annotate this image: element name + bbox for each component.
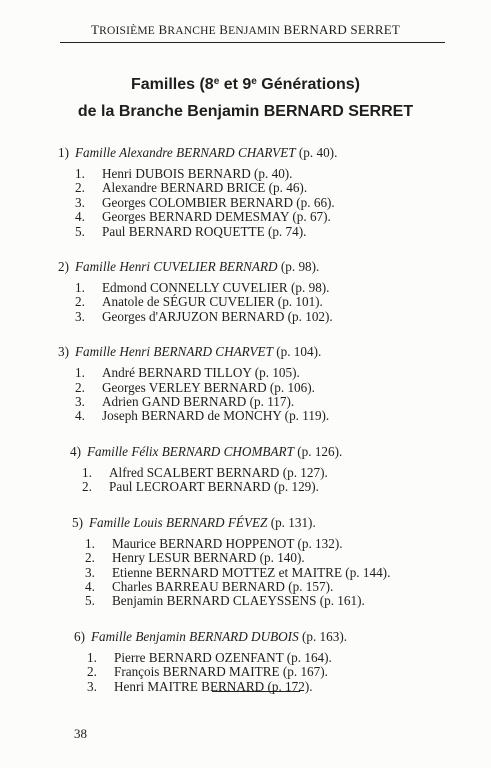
member-number: 3. xyxy=(75,194,85,210)
family-prefix: Famille Benjamin xyxy=(91,628,186,644)
member-text: Pierre BERNARD OZENFANT (p. 164). xyxy=(114,649,332,665)
title-sup-1: e xyxy=(213,76,220,87)
family-page-ref: (p. 40). xyxy=(298,145,338,160)
list-item xyxy=(82,480,491,494)
header-initial-2: B xyxy=(158,22,168,37)
family-heading xyxy=(0,343,491,360)
member-number: 3. xyxy=(87,678,97,694)
member-text: Henri DUBOIS BERNARD (p. 40). xyxy=(102,166,293,181)
family-heading xyxy=(0,144,491,161)
family-name: BERNARD CHOMBART xyxy=(161,443,294,459)
member-number: 1. xyxy=(75,166,85,181)
member-text: Benjamin BERNARD CLAEYSSENS (p. 161). xyxy=(112,593,365,609)
member-text: Paul LECROART BERNARD (p. 129). xyxy=(109,479,319,495)
family-prefix: Famille Henri xyxy=(75,259,151,275)
family-heading xyxy=(0,514,491,531)
member-list xyxy=(0,167,491,239)
member-list xyxy=(0,537,491,609)
family-name: CUVELIER BERNARD xyxy=(153,259,278,275)
member-text: Henry LESUR BERNARD (p. 140). xyxy=(112,550,305,566)
header-name: BERNARD SERRET xyxy=(283,22,401,37)
family-heading xyxy=(0,628,491,645)
list-item xyxy=(75,196,491,210)
member-number: 2. xyxy=(85,550,95,566)
member-number: 4. xyxy=(75,408,85,424)
family-prefix: Famille Louis xyxy=(89,514,163,530)
member-list xyxy=(0,466,491,495)
member-number: 1. xyxy=(85,535,95,551)
family-prefix: Famille Henri xyxy=(75,344,151,360)
member-number: 3. xyxy=(85,564,95,580)
page-title xyxy=(0,68,491,125)
end-rule xyxy=(212,691,300,692)
family-name: BERNARD CHARVET xyxy=(176,145,296,160)
family-prefix: Famille Alexandre xyxy=(75,145,173,160)
member-text: Alfred SCALBERT BERNARD (p. 127). xyxy=(109,464,328,480)
member-number: 2. xyxy=(75,294,85,310)
family-name: BERNARD CHARVET xyxy=(153,344,273,360)
family-page-ref: (p. 104). xyxy=(276,344,322,360)
family-number: 6) xyxy=(74,628,85,644)
header-smallcaps-1: ROISIÈME xyxy=(99,25,155,37)
member-text: Edmond CONNELLY CUVELIER (p. 98). xyxy=(102,280,330,296)
family-page-ref: (p. 126). xyxy=(297,443,343,459)
member-number: 3. xyxy=(75,308,85,324)
family-page-ref: (p. 163). xyxy=(301,628,348,644)
list-item xyxy=(85,580,491,594)
member-text: Alexandre BERNARD BRICE (p. 46). xyxy=(102,180,308,196)
member-text: Georges VERLEY BERNARD (p. 106). xyxy=(102,379,315,395)
list-item xyxy=(82,466,491,480)
family-number: 3) xyxy=(58,344,69,360)
member-text: Maurice BERNARD HOPPENOT (p. 132). xyxy=(112,535,343,551)
list-item xyxy=(75,181,491,195)
member-number: 5. xyxy=(85,593,95,609)
member-text: Etienne BERNARD MOTTEZ et MAITRE (p. 144). xyxy=(112,564,391,580)
list-item xyxy=(85,594,491,608)
list-item xyxy=(75,210,491,224)
member-text: Anatole de SÉGUR CUVELIER (p. 101). xyxy=(102,294,323,310)
header-initial-3: B xyxy=(219,22,229,37)
family-page-ref: (p. 131). xyxy=(270,514,316,530)
member-list xyxy=(0,281,491,324)
member-text: Georges COLOMBIER BERNARD (p. 66). xyxy=(102,194,335,210)
page-number: 38 xyxy=(74,726,87,741)
title-line-2: de la Branche Benjamin BERNARD SERRET xyxy=(77,103,414,120)
family-number: 2) xyxy=(58,259,69,275)
member-text: Adrien GAND BERNARD (p. 117). xyxy=(102,394,295,410)
list-item xyxy=(75,395,491,409)
member-number: 5. xyxy=(75,223,85,239)
list-item xyxy=(87,665,491,679)
list-item xyxy=(85,551,491,565)
header-initial-1: T xyxy=(90,22,100,37)
member-number: 2. xyxy=(82,479,92,495)
member-text: François BERNARD MAITRE (p. 167). xyxy=(114,664,328,680)
list-item xyxy=(87,651,491,665)
header-smallcaps-3: ENJAMIN xyxy=(228,25,281,37)
header-rule xyxy=(60,42,445,43)
member-text: Georges d'ARJUZON BERNARD (p. 102). xyxy=(102,308,333,324)
family-number: 4) xyxy=(70,443,81,459)
member-number: 1. xyxy=(82,464,92,480)
member-number: 2. xyxy=(75,180,85,196)
list-item xyxy=(75,409,491,423)
title-part-b: et 9 xyxy=(219,76,252,93)
list-item xyxy=(75,310,491,324)
family-section xyxy=(0,628,491,694)
member-number: 4. xyxy=(85,578,95,594)
family-heading xyxy=(0,258,491,275)
title-part-a: Familles (8 xyxy=(131,76,214,93)
family-section xyxy=(0,258,491,324)
title-part-c: Générations) xyxy=(256,76,360,93)
member-number: 1. xyxy=(75,280,85,296)
family-heading xyxy=(0,443,491,460)
member-text: André BERNARD TILLOY (p. 105). xyxy=(102,365,300,381)
member-number: 4. xyxy=(75,209,85,225)
list-item xyxy=(75,281,491,295)
family-section xyxy=(0,514,491,609)
family-section xyxy=(0,343,491,424)
family-section xyxy=(0,443,491,495)
title-line-1 xyxy=(0,68,491,98)
family-name: BERNARD DUBOIS xyxy=(189,628,299,644)
list-item xyxy=(75,167,491,181)
member-number: 2. xyxy=(75,379,85,395)
member-number: 1. xyxy=(75,365,85,381)
family-number: 1) xyxy=(58,145,69,160)
member-number: 2. xyxy=(87,664,97,680)
member-text: Paul BERNARD ROQUETTE (p. 74). xyxy=(102,223,307,239)
title-sup-2: e xyxy=(251,76,257,87)
list-item xyxy=(75,366,491,380)
family-name: BERNARD FÉVEZ xyxy=(165,514,268,530)
list-item xyxy=(85,537,491,551)
member-text: Georges BERNARD DEMESMAY (p. 67). xyxy=(102,209,331,225)
list-item xyxy=(75,295,491,309)
list-item xyxy=(85,566,491,580)
header-smallcaps-2: RANCHE xyxy=(167,25,216,37)
family-number: 5) xyxy=(72,514,83,530)
member-number: 1. xyxy=(87,649,97,665)
family-page-ref: (p. 98). xyxy=(280,259,320,275)
family-list xyxy=(0,144,491,713)
member-list xyxy=(0,651,491,694)
running-header xyxy=(0,22,491,38)
member-text: Henri MAITRE BERNARD (p. 172). xyxy=(114,678,313,694)
member-text: Joseph BERNARD de MONCHY (p. 119). xyxy=(102,408,330,424)
family-section xyxy=(0,144,491,239)
family-prefix: Famille Félix xyxy=(87,443,159,459)
list-item xyxy=(75,381,491,395)
member-text: Charles BARREAU BERNARD (p. 157). xyxy=(112,578,334,594)
member-number: 3. xyxy=(75,394,85,410)
member-list xyxy=(0,366,491,424)
list-item xyxy=(75,225,491,239)
